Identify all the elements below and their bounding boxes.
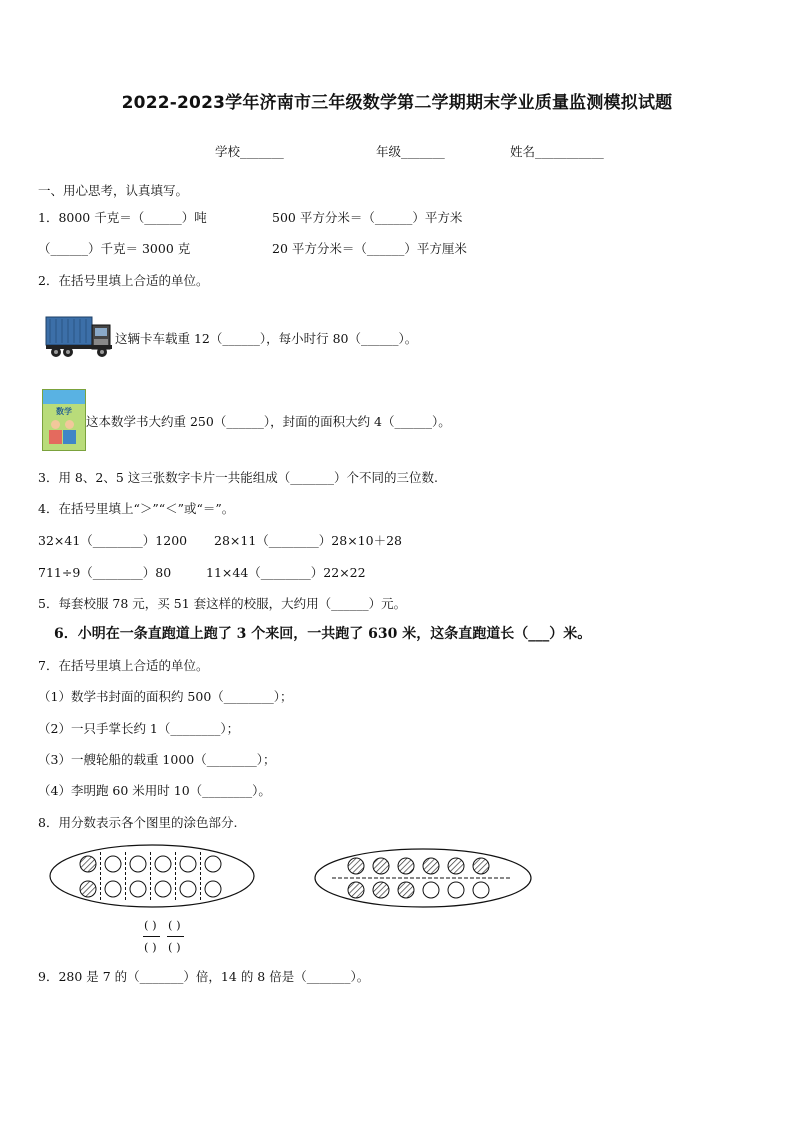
fig1-circle-shaded [80,881,96,897]
q7-stem: 7．在括号里填上合适的单位。 [38,658,209,673]
q1-c: （______）千克＝ 3000 克 [38,241,191,256]
fig2-circle-shaded [473,858,489,874]
q6: 6．小明在一条直跑道上跑了 3 个来回，一共跑了 630 米，这条直跑道长（___）米。 [54,626,592,642]
q8-figures [40,840,560,912]
fraction-denominator-2: ( ) [168,940,181,954]
fig1-circle [205,856,221,872]
grade-field: 年级_______ [376,144,445,159]
school-field: 学校_______ [215,144,284,159]
fig1-circle [205,881,221,897]
q4-stem: 4．在括号里填上“＞”“＜”或“＝”。 [38,501,235,516]
fig2-circle-shaded [423,858,439,874]
fig2-circle-shaded [348,882,364,898]
fig2-circle-shaded [398,882,414,898]
q7-c: （3）一艘轮船的载重 1000（________）； [38,752,276,767]
q2-book-text: 这本数学书大约重 250（______），封面的面积大约 4（______）。 [86,414,451,429]
name-field: 姓名___________ [510,144,604,159]
fig2-circle-shaded [398,858,414,874]
fig1-circle [155,856,171,872]
fig2-circle [423,882,439,898]
fraction-numerator-1: ( ) [144,918,157,932]
q1-d: 20 平方分米＝（______）平方厘米 [272,241,467,256]
figure-1 [50,845,254,907]
q7-d: （4）李明跑 60 米用时 10（________）。 [38,783,271,798]
fig1-circle [155,881,171,897]
truck-illustration [44,313,116,359]
q5: 5．每套校服 78 元，买 51 套这样的校服，大约用（______）元。 [38,596,407,611]
q7-b: （2）一只手掌长约 1（________）； [38,721,240,736]
fig1-circle [130,881,146,897]
fraction-denominator-1: ( ) [144,940,157,954]
fraction-bar-1 [143,936,160,937]
q4-d: 11×44（________）22×22 [206,565,366,580]
fig1-circle [130,856,146,872]
math-book-illustration [42,389,86,451]
fraction-numerator-2: ( ) [168,918,181,932]
section-heading: 一、用心思考，认真填写。 [38,183,189,198]
book-cover-title: 数学 [56,406,72,416]
q4-a: 32×41（________）1200 [38,533,188,548]
fig2-circle-shaded [448,858,464,874]
fig1-circle [105,856,121,872]
q4-c: 711÷9（________）80 [38,565,172,580]
q4-b: 28×11（________）28×10＋28 [214,533,402,548]
q8-stem: 8．用分数表示各个图里的涂色部分. [38,815,238,830]
page-title: 2022-2023学年济南市三年级数学第二学期期末学业质量监测模拟试题 [121,93,673,113]
q1-a: 1．8000 千克＝（______）吨 [38,210,207,225]
fig1-circle-shaded [80,856,96,872]
fig1-circle [180,881,196,897]
q9: 9．280 是 7 的（_______）倍，14 的 8 倍是（_______）。 [38,969,370,984]
q2-truck-text: 这辆卡车载重 12（______），每小时行 80（______）。 [115,331,418,346]
fig2-circle-shaded [348,858,364,874]
fraction-bar-2 [167,936,184,937]
fig1-circle [180,856,196,872]
fig2-circle [448,882,464,898]
fig2-circle [473,882,489,898]
fig2-circle-shaded [373,858,389,874]
fig2-circle-shaded [373,882,389,898]
fig1-circle [105,881,121,897]
figure-2 [315,849,531,907]
q7-a: （1）数学书封面的面积约 500（________）； [38,689,293,704]
q2-stem: 2．在括号里填上合适的单位。 [38,273,209,288]
q3: 3．用 8、2、5 这三张数字卡片一共能组成（_______）个不同的三位数. [38,470,438,485]
q1-b: 500 平方分米＝（______）平方米 [272,210,463,225]
